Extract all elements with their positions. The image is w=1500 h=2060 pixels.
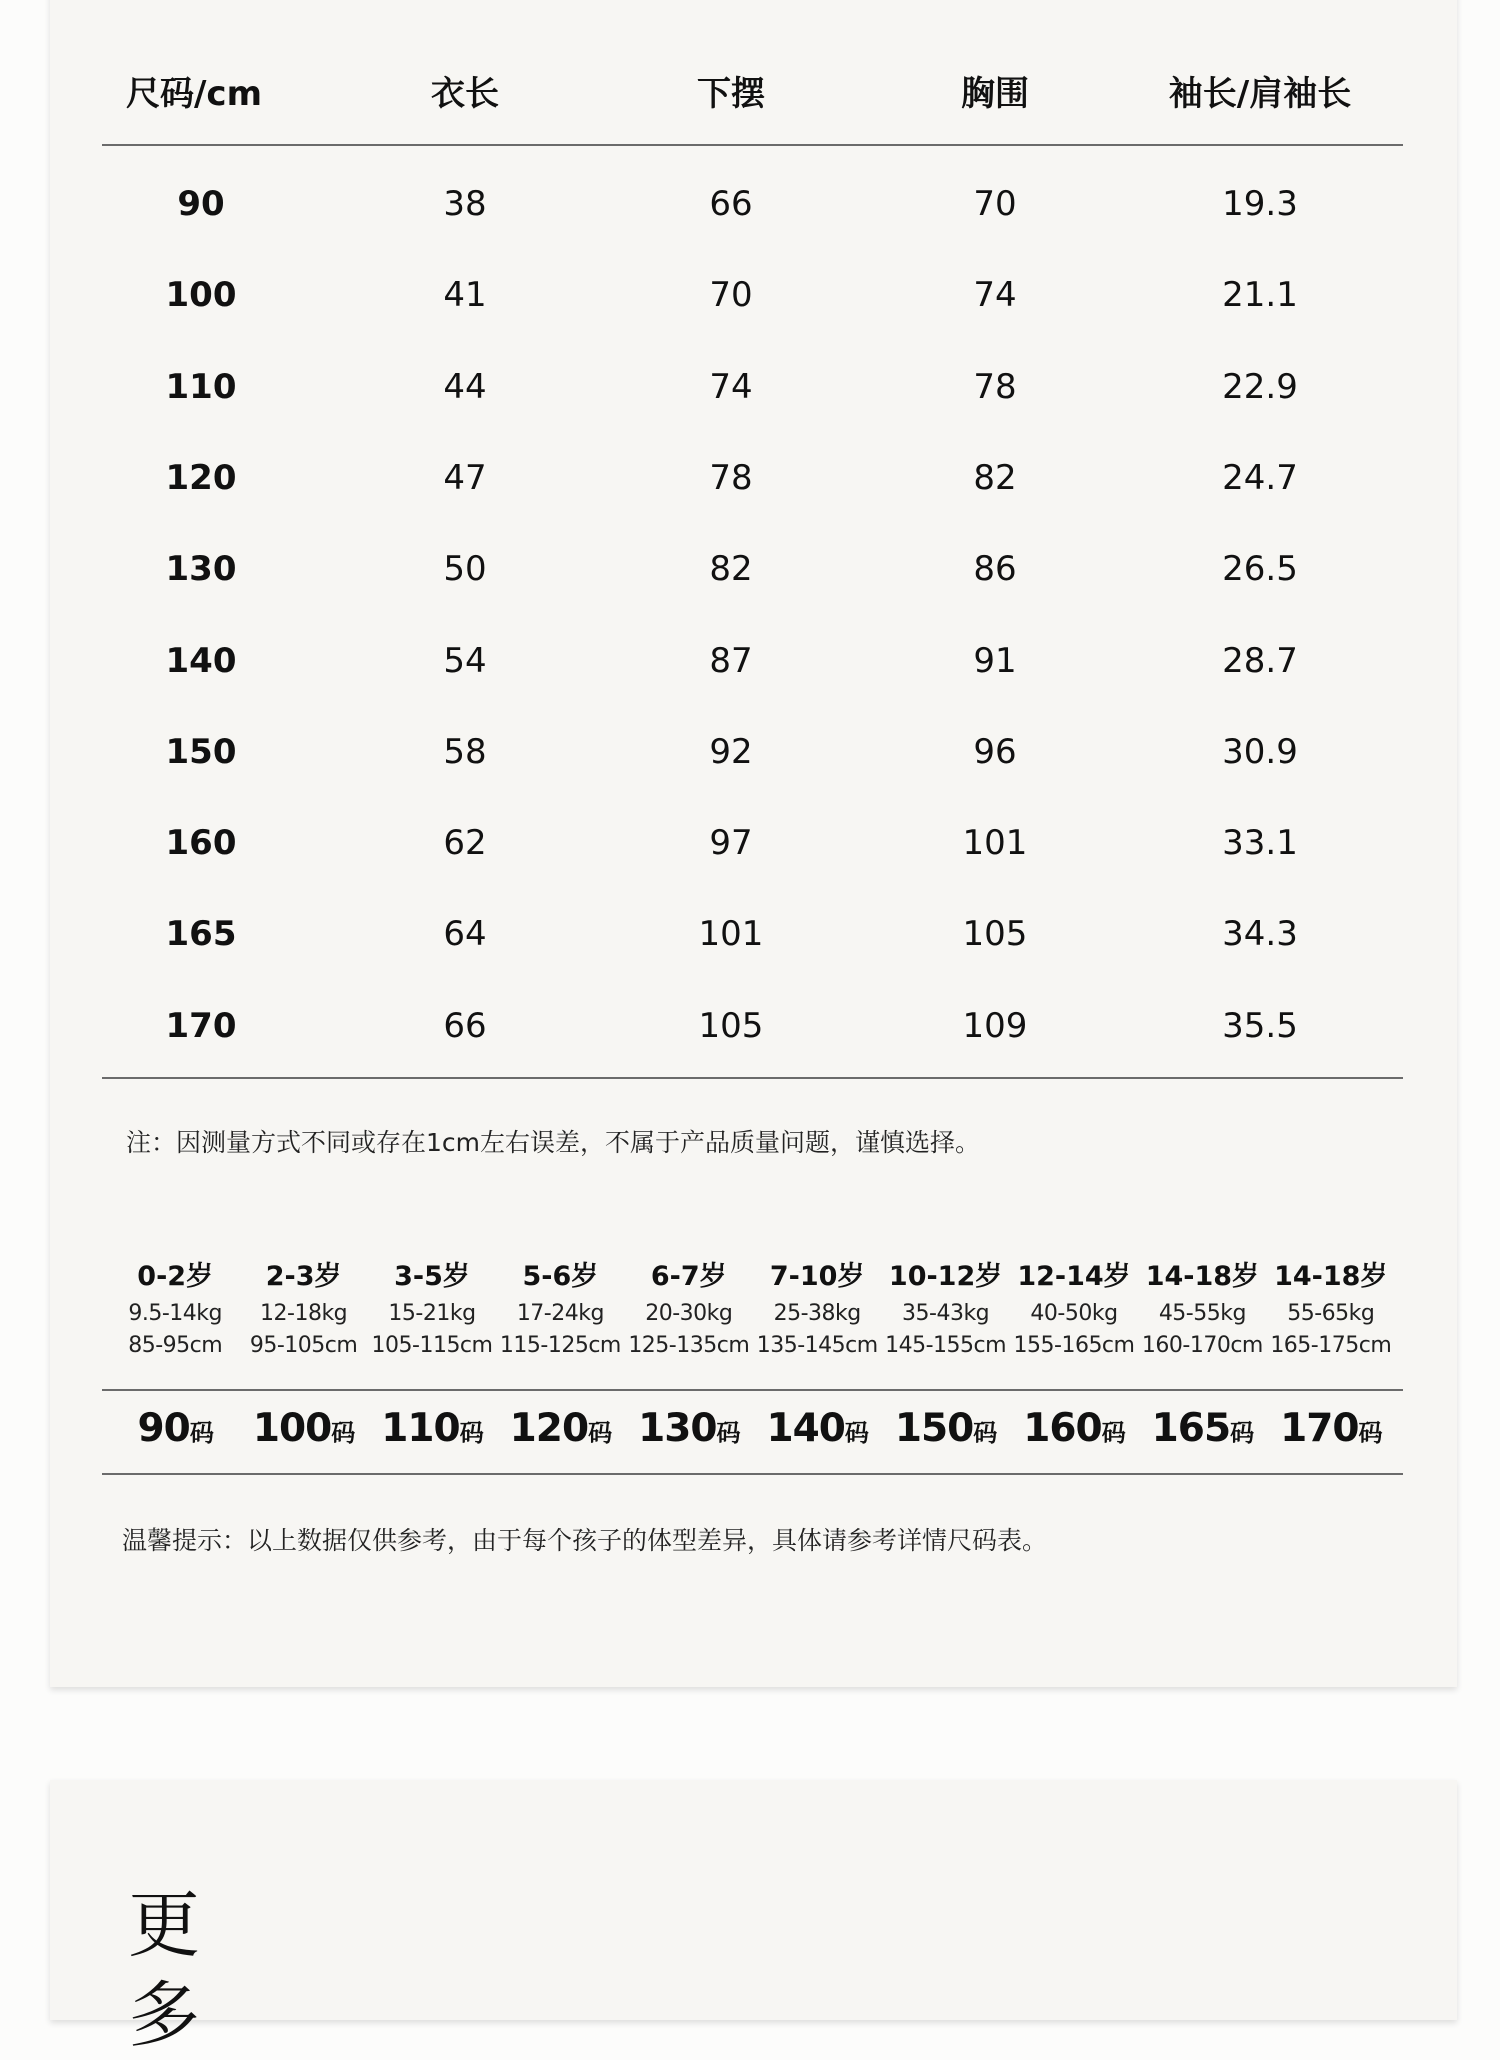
height-range: 85-95cm bbox=[128, 1333, 223, 1358]
column-header: 衣长 bbox=[431, 74, 499, 114]
table-cell: 30.9 bbox=[1222, 731, 1298, 772]
table-cell: 110 bbox=[165, 366, 237, 407]
size-unit: 码 bbox=[588, 1419, 612, 1447]
size-unit: 码 bbox=[189, 1419, 213, 1447]
age-label: 7-10岁 bbox=[769, 1261, 865, 1292]
weight-range: 55-65kg bbox=[1287, 1301, 1375, 1326]
size-unit: 码 bbox=[844, 1419, 868, 1447]
weight-range: 45-55kg bbox=[1158, 1301, 1246, 1326]
table-cell: 101 bbox=[962, 823, 1028, 864]
divider bbox=[102, 1389, 1403, 1391]
table-cell: 82 bbox=[709, 549, 753, 590]
more-section-card bbox=[50, 1780, 1457, 2057]
height-row bbox=[111, 1333, 1395, 1358]
table-cell: 35.5 bbox=[1222, 1005, 1298, 1046]
table-cell: 47 bbox=[443, 457, 487, 498]
table-cell: 58 bbox=[443, 731, 487, 772]
column-header: 尺码/cm bbox=[126, 74, 262, 114]
table-cell: 140 bbox=[165, 640, 237, 681]
size-number: 110 bbox=[381, 1406, 460, 1451]
table-cell: 91 bbox=[973, 640, 1017, 681]
table-cell: 82 bbox=[973, 457, 1017, 498]
size-number: 170 bbox=[1280, 1406, 1359, 1451]
tip-text: 温馨提示：以上数据仅供参考，由于每个孩子的体型差异，具体请参考详情尺码表。 bbox=[122, 1526, 1048, 1555]
age-label: 12-14岁 bbox=[1017, 1261, 1131, 1292]
size-code bbox=[1138, 1406, 1266, 1451]
table-cell: 34.3 bbox=[1222, 914, 1298, 955]
table-cell: 38 bbox=[443, 184, 487, 224]
weight-range: 35-43kg bbox=[902, 1301, 990, 1326]
size-code bbox=[239, 1406, 367, 1451]
table-cell: 26.5 bbox=[1222, 549, 1298, 590]
divider bbox=[102, 144, 1403, 146]
table-cell: 105 bbox=[962, 914, 1028, 955]
column-header: 袖长/肩袖长 bbox=[1168, 74, 1352, 114]
height-range: 155-165cm bbox=[1013, 1333, 1135, 1358]
weight-range: 20-30kg bbox=[645, 1301, 733, 1326]
table-cell: 120 bbox=[165, 457, 237, 498]
table-cell: 78 bbox=[709, 457, 753, 498]
size-unit: 码 bbox=[973, 1419, 997, 1447]
divider bbox=[102, 1077, 1403, 1079]
table-cell: 64 bbox=[443, 914, 487, 955]
size-number: 160 bbox=[1023, 1406, 1102, 1451]
table-cell: 92 bbox=[709, 731, 753, 772]
size-code bbox=[881, 1406, 1009, 1451]
age-label: 5-6岁 bbox=[522, 1261, 599, 1292]
age-label: 10-12岁 bbox=[888, 1261, 1003, 1292]
height-range: 125-135cm bbox=[628, 1333, 750, 1358]
table-cell: 78 bbox=[973, 366, 1017, 407]
size-unit: 码 bbox=[1358, 1419, 1382, 1447]
table-cell: 66 bbox=[709, 184, 753, 224]
table-cell: 21.1 bbox=[1222, 275, 1298, 316]
table-cell: 28.7 bbox=[1222, 640, 1298, 681]
size-number: 90 bbox=[137, 1406, 190, 1451]
table-cell: 105 bbox=[698, 1005, 764, 1046]
table-cell: 86 bbox=[973, 549, 1017, 590]
table-cell: 70 bbox=[709, 275, 753, 316]
title-char: 更 bbox=[128, 1883, 201, 1967]
section-title bbox=[128, 1880, 208, 2060]
divider bbox=[102, 1473, 1403, 1475]
size-code bbox=[1267, 1406, 1395, 1451]
size-code bbox=[753, 1406, 881, 1451]
size-code bbox=[496, 1406, 624, 1451]
age-label: 3-5岁 bbox=[394, 1261, 470, 1292]
size-number: 130 bbox=[638, 1406, 717, 1451]
table-cell: 97 bbox=[709, 823, 753, 864]
age-label: 14-18岁 bbox=[1145, 1261, 1260, 1292]
table-cell: 24.7 bbox=[1222, 457, 1298, 498]
weight-row bbox=[111, 1301, 1395, 1326]
table-cell: 62 bbox=[443, 823, 487, 864]
age-label: 2-3岁 bbox=[265, 1261, 342, 1292]
size-code bbox=[1010, 1406, 1138, 1451]
size-unit: 码 bbox=[459, 1419, 483, 1447]
weight-range: 17-24kg bbox=[516, 1301, 604, 1326]
table-cell: 101 bbox=[698, 914, 764, 955]
table-cell: 54 bbox=[443, 640, 487, 681]
table-cell: 44 bbox=[443, 366, 487, 407]
table-cell: 170 bbox=[165, 1005, 237, 1046]
weight-range: 40-50kg bbox=[1030, 1301, 1118, 1326]
column-header: 胸围 bbox=[961, 74, 1029, 114]
size-code bbox=[368, 1406, 496, 1451]
table-cell: 90 bbox=[177, 184, 225, 224]
size-number: 120 bbox=[509, 1406, 589, 1451]
size-unit: 码 bbox=[331, 1419, 355, 1447]
age-label: 0-2岁 bbox=[137, 1261, 214, 1292]
table-cell: 70 bbox=[973, 184, 1017, 224]
table-cell: 160 bbox=[165, 823, 237, 864]
table-cell: 50 bbox=[443, 549, 487, 590]
table-cell: 74 bbox=[709, 366, 753, 407]
table-cell: 22.9 bbox=[1222, 366, 1298, 407]
weight-range: 9.5-14kg bbox=[128, 1301, 222, 1326]
size-unit: 码 bbox=[1101, 1419, 1125, 1447]
height-range: 115-125cm bbox=[499, 1333, 621, 1358]
size-code bbox=[625, 1406, 753, 1451]
table-cell: 74 bbox=[973, 275, 1017, 316]
height-range: 135-145cm bbox=[756, 1333, 878, 1358]
table-cell: 130 bbox=[165, 549, 237, 590]
table-cell: 109 bbox=[962, 1005, 1028, 1046]
size-code bbox=[111, 1406, 239, 1451]
size-unit: 码 bbox=[1230, 1419, 1254, 1447]
table-cell: 41 bbox=[443, 275, 487, 316]
weight-range: 12-18kg bbox=[260, 1301, 348, 1326]
height-range: 95-105cm bbox=[249, 1333, 358, 1358]
column-header: 下摆 bbox=[697, 74, 765, 114]
size-number: 165 bbox=[1151, 1406, 1231, 1451]
table-cell: 87 bbox=[709, 640, 753, 681]
size-number: 100 bbox=[252, 1406, 332, 1451]
height-range: 105-115cm bbox=[371, 1333, 493, 1358]
table-cell: 150 bbox=[165, 731, 237, 772]
table-cell: 96 bbox=[973, 731, 1017, 772]
size-code-row bbox=[111, 1406, 1395, 1451]
title-char: 多 bbox=[128, 1973, 201, 2057]
age-label: 14-18岁 bbox=[1274, 1261, 1388, 1292]
size-unit: 码 bbox=[716, 1419, 740, 1447]
height-range: 145-155cm bbox=[885, 1333, 1007, 1358]
measurement-note: 注：因测量方式不同或存在1cm左右误差，不属于产品质量问题，谨慎选择。 bbox=[126, 1128, 981, 1157]
table-cell: 19.3 bbox=[1222, 184, 1298, 224]
table-cell: 33.1 bbox=[1222, 823, 1298, 864]
weight-range: 15-21kg bbox=[388, 1301, 476, 1326]
age-row bbox=[111, 1254, 1395, 1293]
table-cell: 100 bbox=[165, 275, 237, 316]
height-range: 160-170cm bbox=[1141, 1333, 1263, 1358]
weight-range: 25-38kg bbox=[773, 1301, 861, 1326]
table-cell: 66 bbox=[443, 1005, 487, 1046]
size-number: 140 bbox=[766, 1406, 845, 1451]
age-label: 6-7岁 bbox=[650, 1261, 727, 1292]
height-range: 165-175cm bbox=[1270, 1333, 1392, 1358]
size-number: 150 bbox=[894, 1406, 974, 1451]
table-cell: 165 bbox=[165, 914, 237, 955]
